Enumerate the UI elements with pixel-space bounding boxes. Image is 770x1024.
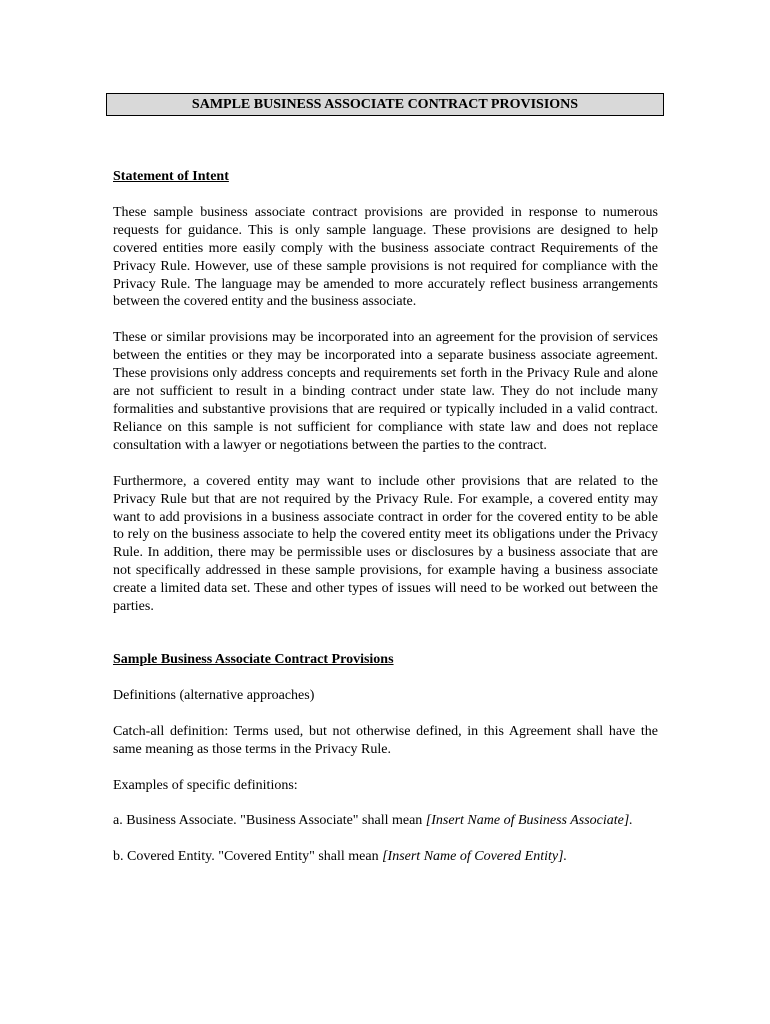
definition-b-text: b. Covered Entity. "Covered Entity" shall mean bbox=[113, 849, 383, 865]
definitions-label: Definitions (alternative approaches) bbox=[113, 687, 315, 703]
intent-paragraph-1: These sample business associate contract provisions are provided in response to numerous requests for guidance. This is only sample language. These provisions are designed to help covered entities more easily comply with the business associate contract Requirements of the Privacy Rule. However, use of these sample provisions is not required for compliance with the Privacy Rule. The language may be amended to more accurately reflect business arrangements between the covered entity and the business associate. bbox=[113, 204, 658, 310]
catch-all-definition: Catch-all definition: Terms used, but not otherwise defined, in this Agreement shall have the same meaning as those terms in the Privacy Rule. bbox=[113, 723, 658, 757]
intent-paragraph-3: Furthermore, a covered entity may want to include other provisions that are related to the Privacy Rule but that are not required by the Privacy Rule. For example, a covered entity may want to add provisions in a business associate contract in order for the covered entity to be able to rely on the business associate to help the covered entity meet its obligations under the Privacy Rule. In addition, there may be permissible uses or disclosures by a business associate that are not specifically addressed in these sample provisions, for example having a business associate create a limited data set. These and other types of issues will need to be worked out between the parties. bbox=[113, 473, 658, 615]
statement-of-intent-heading: Statement of Intent bbox=[113, 169, 229, 184]
definition-b-placeholder: [Insert Name of Covered Entity]. bbox=[382, 849, 568, 865]
intent-paragraph-2: These or similar provisions may be incorporated into an agreement for the provision of services between the entities or they may be incorporated into a separate business associate agreement. These provisions only address concepts and requirements set forth in the Privacy Rule and alone are not sufficient to result in a binding contract under state law. They do not include many formalities and substantive provisions that are required or typically included in a valid contract. Reliance on this sample is not sufficient for compliance with state law and does not replace consultation with a lawyer or negotiations between the parties to the contract. bbox=[113, 330, 658, 453]
sample-provisions-heading: Sample Business Associate Contract Provisions bbox=[113, 651, 394, 667]
definition-b bbox=[113, 848, 658, 866]
definition-a-text: a. Business Associate. "Business Associate" shall mean bbox=[113, 813, 426, 829]
document-title: SAMPLE BUSINESS ASSOCIATE CONTRACT PROVISIONS bbox=[106, 93, 664, 116]
examples-label: Examples of specific definitions: bbox=[113, 777, 298, 793]
document-body bbox=[113, 168, 658, 884]
definition-a bbox=[113, 812, 658, 830]
definition-a-placeholder: [Insert Name of Business Associate]. bbox=[425, 813, 633, 829]
